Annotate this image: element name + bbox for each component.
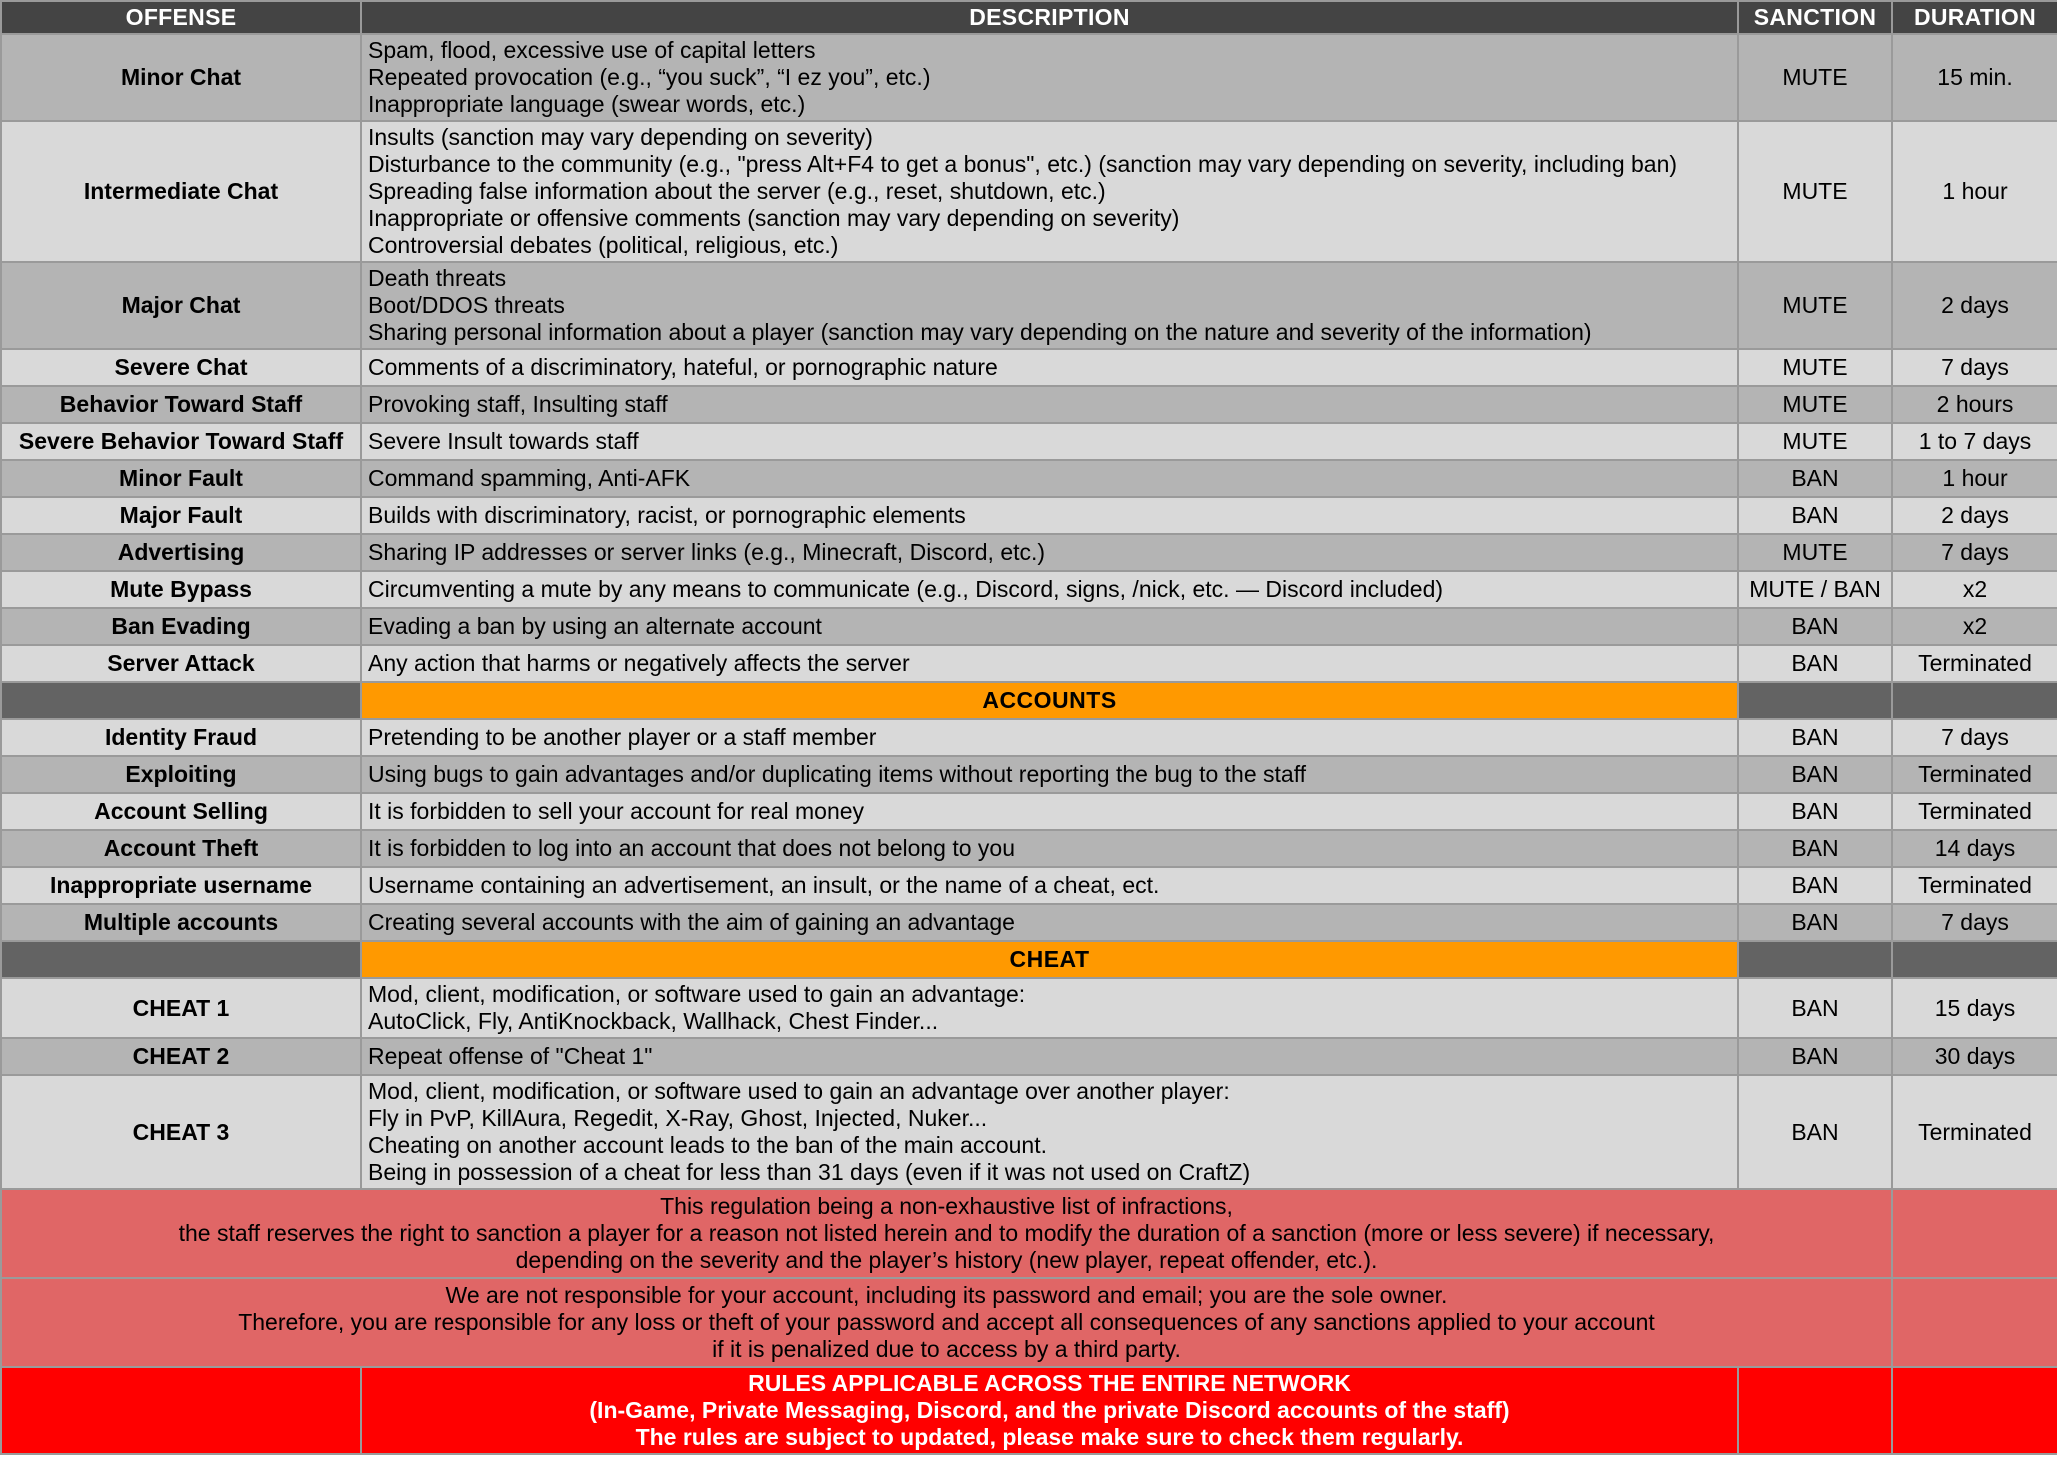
section-blank [1892, 682, 2057, 719]
offense-cell: CHEAT 1 [1, 978, 361, 1038]
network-rules-text [361, 1367, 1738, 1454]
table-row [1, 497, 2057, 534]
text-line: We are not responsible for your account, including its password and email; you are the sole owner. [445, 1282, 1448, 1308]
offense-cell: Minor Chat [1, 34, 361, 121]
description-cell [361, 719, 1738, 756]
header-row [1, 1, 2057, 34]
offense-cell: Behavior Toward Staff [1, 386, 361, 423]
text-line: Death threats [368, 265, 507, 291]
table-row [1, 386, 2057, 423]
offense-cell: Minor Fault [1, 460, 361, 497]
description-cell [361, 571, 1738, 608]
offense-cell: Account Selling [1, 793, 361, 830]
description-cell [361, 904, 1738, 941]
section-title: CHEAT [361, 941, 1738, 978]
disclaimer-row [1, 1189, 2057, 1278]
description-cell [361, 867, 1738, 904]
table-row [1, 262, 2057, 349]
offense-cell: Major Chat [1, 262, 361, 349]
text-line: AutoClick, Fly, AntiKnockback, Wallhack, Chest Finder... [368, 1008, 939, 1034]
description-cell [361, 497, 1738, 534]
sanction-cell: BAN [1738, 904, 1892, 941]
final-blank [1, 1367, 361, 1454]
description-cell [361, 423, 1738, 460]
duration-cell: 2 days [1892, 497, 2057, 534]
text-line: the staff reserves the right to sanction a player for a reason not listed herein and to modify the duration of a sanction (more or less severe) if necessary, [178, 1220, 1715, 1246]
duration-cell: 2 days [1892, 262, 2057, 349]
section-accounts [1, 682, 2057, 719]
text-line: Any action that harms or negatively affects the server [368, 650, 910, 676]
description-cell [361, 793, 1738, 830]
table-row [1, 349, 2057, 386]
text-line: Being in possession of a cheat for less than 31 days (even if it was not used on CraftZ) [368, 1159, 1251, 1185]
text-line: Spreading false information about the server (e.g., reset, shutdown, etc.) [368, 178, 1106, 204]
description-cell [361, 121, 1738, 262]
offense-cell: Mute Bypass [1, 571, 361, 608]
table-row [1, 645, 2057, 682]
text-line: Severe Insult towards staff [368, 428, 639, 454]
text-line: Using bugs to gain advantages and/or duplicating items without reporting the bug to the staff [368, 761, 1307, 787]
text-line: Inappropriate language (swear words, etc.) [368, 91, 806, 117]
sanction-cell: BAN [1738, 756, 1892, 793]
text-line: Insults (sanction may vary depending on severity) [368, 124, 873, 150]
duration-cell: 14 days [1892, 830, 2057, 867]
text-line: Creating several accounts with the aim of gaining an advantage [368, 909, 1015, 935]
duration-cell: x2 [1892, 608, 2057, 645]
final-blank [1738, 1367, 1892, 1454]
text-line: Repeat offense of "Cheat 1" [368, 1043, 653, 1069]
sanction-cell: BAN [1738, 793, 1892, 830]
offense-cell: Severe Chat [1, 349, 361, 386]
text-line: Spam, flood, excessive use of capital letters [368, 37, 816, 63]
sanction-cell: MUTE [1738, 121, 1892, 262]
offense-cell: Ban Evading [1, 608, 361, 645]
table-row [1, 34, 2057, 121]
offense-cell: Advertising [1, 534, 361, 571]
disclaimer-blank [1892, 1278, 2057, 1367]
duration-cell: Terminated [1892, 793, 2057, 830]
table-row [1, 793, 2057, 830]
disclaimer-row [1, 1278, 2057, 1367]
duration-cell: 2 hours [1892, 386, 2057, 423]
duration-cell: Terminated [1892, 867, 2057, 904]
table-body [1, 34, 2057, 1454]
sanction-cell: BAN [1738, 830, 1892, 867]
sanction-cell: MUTE [1738, 386, 1892, 423]
disclaimer-blank [1892, 1189, 2057, 1278]
duration-cell: Terminated [1892, 756, 2057, 793]
text-line: Cheating on another account leads to the ban of the main account. [368, 1132, 1047, 1158]
offense-cell: Multiple accounts [1, 904, 361, 941]
table-row [1, 1038, 2057, 1075]
text-line: The rules are subject to updated, please make sure to check them regularly. [635, 1424, 1464, 1450]
table-row [1, 608, 2057, 645]
offense-cell: CHEAT 2 [1, 1038, 361, 1075]
description-cell [361, 608, 1738, 645]
table-row [1, 1075, 2057, 1189]
description-cell [361, 978, 1738, 1038]
header-sanction: SANCTION [1738, 1, 1892, 34]
table-row [1, 904, 2057, 941]
sanction-cell: MUTE [1738, 34, 1892, 121]
text-line: if it is penalized due to access by a third party. [712, 1336, 1181, 1362]
table-row [1, 830, 2057, 867]
sanction-cell: BAN [1738, 1038, 1892, 1075]
table-row [1, 121, 2057, 262]
disclaimer-text [1, 1278, 1892, 1367]
text-line: Pretending to be another player or a staff member [368, 724, 877, 750]
sanction-cell: BAN [1738, 867, 1892, 904]
text-line: Sharing IP addresses or server links (e.g., Minecraft, Discord, etc.) [368, 539, 1046, 565]
text-line: Provoking staff, Insulting staff [368, 391, 668, 417]
table-row [1, 534, 2057, 571]
final-blank [1892, 1367, 2057, 1454]
offense-cell: Identity Fraud [1, 719, 361, 756]
offense-cell: Account Theft [1, 830, 361, 867]
section-title: ACCOUNTS [361, 682, 1738, 719]
section-blank [1738, 682, 1892, 719]
duration-cell: 15 days [1892, 978, 2057, 1038]
description-cell [361, 262, 1738, 349]
description-cell [361, 645, 1738, 682]
section-blank [1738, 941, 1892, 978]
duration-cell: 1 hour [1892, 460, 2057, 497]
table-row [1, 719, 2057, 756]
text-line: Mod, client, modification, or software used to gain an advantage: [368, 981, 1026, 1007]
text-line: Fly in PvP, KillAura, Regedit, X-Ray, Ghost, Injected, Nuker... [368, 1105, 988, 1131]
duration-cell: Terminated [1892, 645, 2057, 682]
section-blank [1, 941, 361, 978]
description-cell [361, 756, 1738, 793]
sanction-cell: MUTE [1738, 262, 1892, 349]
text-line: Controversial debates (political, religious, etc.) [368, 232, 839, 258]
sanction-cell: BAN [1738, 1075, 1892, 1189]
header-duration: DURATION [1892, 1, 2057, 34]
sanction-cell: BAN [1738, 497, 1892, 534]
table-row [1, 978, 2057, 1038]
description-cell [361, 1038, 1738, 1075]
section-cheat [1, 941, 2057, 978]
text-line: Command spamming, Anti-AFK [368, 465, 691, 491]
description-cell [361, 830, 1738, 867]
table-row [1, 867, 2057, 904]
sanction-cell: BAN [1738, 645, 1892, 682]
text-line: Inappropriate or offensive comments (sanction may vary depending on severity) [368, 205, 1180, 231]
text-line: It is forbidden to sell your account for real money [368, 798, 865, 824]
duration-cell: 1 to 7 days [1892, 423, 2057, 460]
sanction-cell: MUTE / BAN [1738, 571, 1892, 608]
text-line: Therefore, you are responsible for any loss or theft of your password and accept all consequences of any sanctions applied to your account [238, 1309, 1655, 1335]
duration-cell: 7 days [1892, 349, 2057, 386]
sanction-cell: MUTE [1738, 349, 1892, 386]
section-blank [1892, 941, 2057, 978]
section-blank [1, 682, 361, 719]
text-line: Circumventing a mute by any means to communicate (e.g., Discord, signs, /nick, etc. — Discord included) [368, 576, 1444, 602]
sanction-cell: BAN [1738, 719, 1892, 756]
table-row [1, 756, 2057, 793]
sanction-cell: BAN [1738, 978, 1892, 1038]
text-line: Disturbance to the community (e.g., "press Alt+F4 to get a bonus", etc.) (sanction may vary depending on severity, including ban) [368, 151, 1678, 177]
header-description: DESCRIPTION [361, 1, 1738, 34]
description-cell [361, 34, 1738, 121]
sanction-cell: MUTE [1738, 423, 1892, 460]
sanction-cell: BAN [1738, 608, 1892, 645]
description-cell [361, 349, 1738, 386]
text-line: Username containing an advertisement, an insult, or the name of a cheat, ect. [368, 872, 1160, 898]
offense-cell: Severe Behavior Toward Staff [1, 423, 361, 460]
network-rules-row [1, 1367, 2057, 1454]
duration-cell: 1 hour [1892, 121, 2057, 262]
offense-cell: CHEAT 3 [1, 1075, 361, 1189]
duration-cell: Terminated [1892, 1075, 2057, 1189]
text-line: Comments of a discriminatory, hateful, or pornographic nature [368, 354, 998, 380]
text-line: Builds with discriminatory, racist, or pornographic elements [368, 502, 966, 528]
offense-cell: Major Fault [1, 497, 361, 534]
description-cell [361, 460, 1738, 497]
text-line: Repeated provocation (e.g., “you suck”, “I ez you”, etc.) [368, 64, 931, 90]
offense-cell: Exploiting [1, 756, 361, 793]
text-line: This regulation being a non-exhaustive list of infractions, [660, 1193, 1233, 1219]
offense-cell: Intermediate Chat [1, 121, 361, 262]
text-line: It is forbidden to log into an account that does not belong to you [368, 835, 1016, 861]
table-row [1, 571, 2057, 608]
text-line: Sharing personal information about a player (sanction may vary depending on the nature and severity of the information) [368, 319, 1592, 345]
duration-cell: 15 min. [1892, 34, 2057, 121]
description-cell [361, 534, 1738, 571]
sanction-cell: MUTE [1738, 534, 1892, 571]
text-line: (In-Game, Private Messaging, Discord, and the private Discord accounts of the staff) [589, 1397, 1510, 1423]
header-offense: OFFENSE [1, 1, 361, 34]
duration-cell: 7 days [1892, 534, 2057, 571]
duration-cell: 30 days [1892, 1038, 2057, 1075]
text-line: Boot/DDOS threats [368, 292, 565, 318]
duration-cell: 7 days [1892, 904, 2057, 941]
table-row [1, 460, 2057, 497]
duration-cell: x2 [1892, 571, 2057, 608]
disclaimer-text [1, 1189, 1892, 1278]
duration-cell: 7 days [1892, 719, 2057, 756]
offense-cell: Inappropriate username [1, 867, 361, 904]
table-row [1, 423, 2057, 460]
text-line: Mod, client, modification, or software used to gain an advantage over another player: [368, 1078, 1230, 1104]
text-line: RULES APPLICABLE ACROSS THE ENTIRE NETWORK [748, 1370, 1351, 1396]
text-line: Evading a ban by using an alternate account [368, 613, 822, 639]
description-cell [361, 386, 1738, 423]
sanction-cell: BAN [1738, 460, 1892, 497]
description-cell [361, 1075, 1738, 1189]
text-line: depending on the severity and the player’s history (new player, repeat offender, etc.). [515, 1247, 1378, 1273]
offense-cell: Server Attack [1, 645, 361, 682]
